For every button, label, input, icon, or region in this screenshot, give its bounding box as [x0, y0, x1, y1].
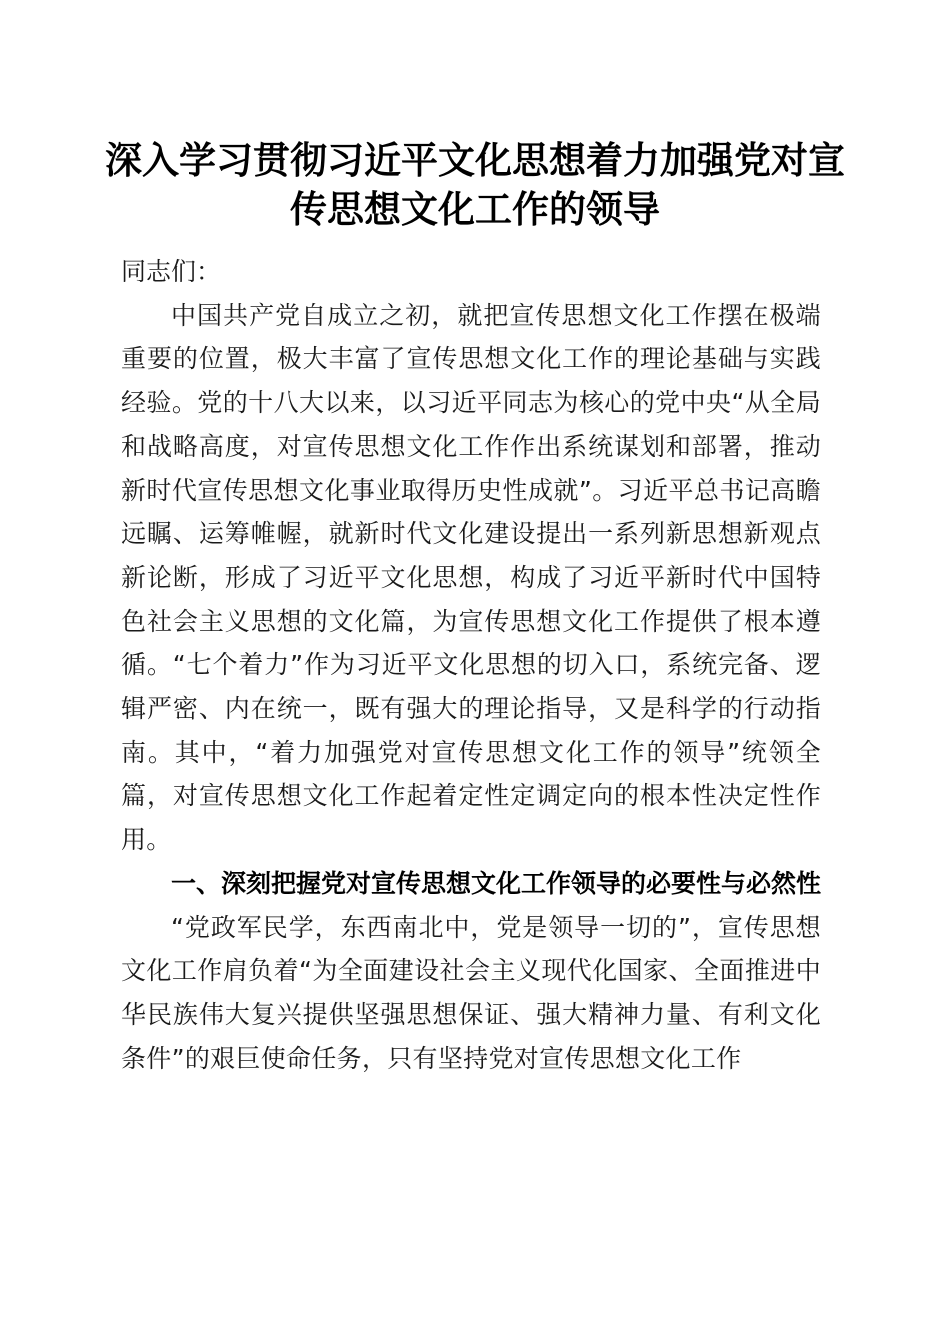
paragraph-1: 中国共产党自成立之初，就把宣传思想文化工作摆在极端重要的位置，极大丰富了宣传思想文化工作的理论基础与实践经验。党的十八大以来，以习近平同志为核心的党中央“从全局和战略高度，对宣传思想文化工作作出系统谋划和部署，推动新时代宣传思想文化事业取得历史性成就”。习近平总书记高瞻远瞩、运筹帷幄，就新时代文化建设提出一系列新思想新观点新论断，形成了习近平文化思想，构成了习近平新时代中国特色社会主义思想的文化篇，为宣传思想文化工作提供了根本遵循。“七个着力”作为习近平文化思想的切入口，系统完备、逻辑严密、内在统一，既有强大的理论指导，又是科学的行动指南。其中，“着力加强党对宣传思想文化工作的领导”统领全篇，对宣传思想文化工作起着定性定调定向的根本性决定性作用。 — [121, 300, 821, 855]
document-title-line-2: 传思想文化工作的领导 — [290, 187, 660, 231]
salutation: 同志们： — [121, 257, 222, 286]
document-title — [100, 136, 850, 234]
document-title-line-1: 深入学习贯彻习近平文化思想着力加强党对宣 — [105, 138, 845, 182]
paragraph-2: “党政军民学，东西南北中，党是领导一切的”，宣传思想文化工作肩负着“为全面建设社会主义现代化国家、全面推进中华民族伟大复兴提供坚强思想保证、强大精神力量、有利文化条件”的艰巨使命任务，只有坚持党对宣传思想文化工作 — [121, 912, 821, 1073]
section-heading-1: 一、深刻把握党对宣传思想文化工作领导的必要性与必然性 — [171, 868, 822, 898]
document-body — [121, 250, 821, 1080]
